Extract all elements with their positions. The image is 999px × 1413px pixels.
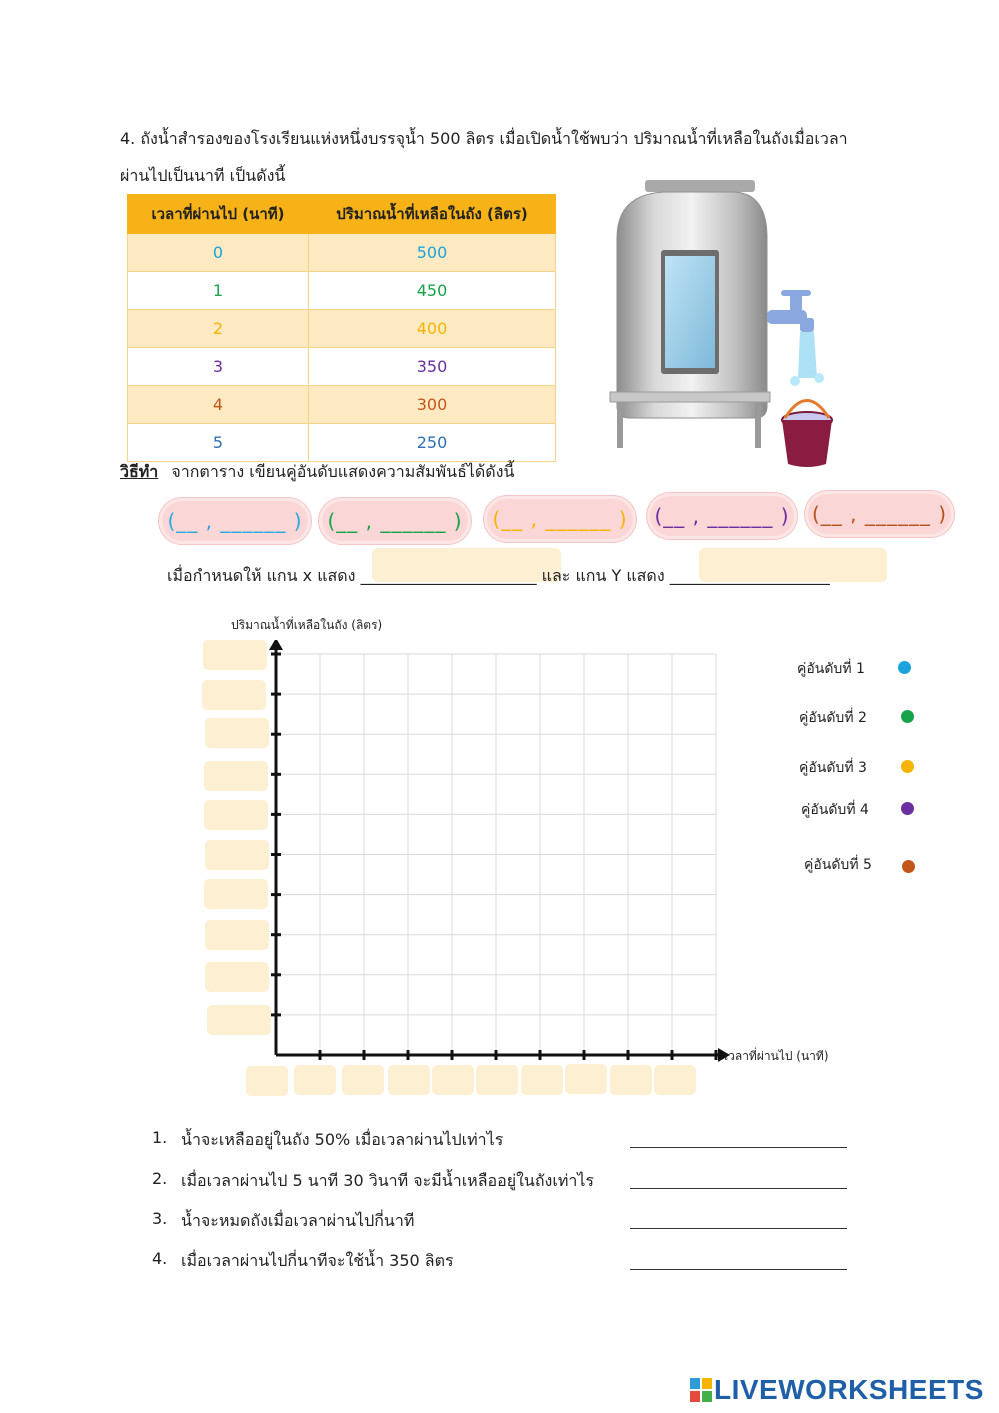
question-text-2: เมื่อเวลาผ่านไป 5 นาที 30 วินาที จะมีน้ำเหลืออยู่ในถังเท่าไร [181, 1171, 594, 1190]
x-tick-input[interactable] [476, 1065, 518, 1095]
y-tick-input[interactable] [204, 800, 268, 830]
question-line-1: 4. ถังน้ำสำรองของโรงเรียนแห่งหนึ่งบรรจุน้ำ 500 ลิตร เมื่อเปิดน้ำใช้พบว่า ปริมาณน้ำที่เหลือในถังเมื่อเวลา [120, 129, 848, 148]
question-number-3: 3. [152, 1209, 168, 1228]
y-tick-input[interactable] [205, 718, 269, 748]
amount-cell: 350 [309, 348, 556, 386]
axis-sentence-part1: เมื่อกำหนดให้ แกน x แสดง [167, 566, 356, 585]
table-row [128, 234, 556, 272]
coordinate-grid [262, 640, 732, 1070]
x-tick-input[interactable] [388, 1065, 430, 1095]
table-header-time: เวลาที่ผ่านไป (นาที) [128, 195, 309, 234]
amount-cell: 450 [309, 272, 556, 310]
method-line [120, 460, 514, 485]
x-tick-input[interactable] [610, 1065, 652, 1095]
question-text-1: น้ำจะเหลืออยู่ในถัง 50% เมื่อเวลาผ่านไปเท่าไร [181, 1130, 504, 1149]
question-line-2: ผ่านไปเป็นนาที เป็นดังนี้ [120, 166, 286, 185]
question-number-1: 1. [152, 1128, 168, 1147]
method-text: จากตาราง เขียนคู่อันดับแสดงความสัมพันธ์ได้ดังนี้ [171, 462, 515, 481]
amount-cell: 400 [309, 310, 556, 348]
time-cell: 0 [128, 234, 309, 272]
legend-label-1: คู่อันดับที่ 1 [797, 661, 865, 677]
x-axis-title: เวลาที่ผ่านไป (นาที) [724, 1049, 829, 1063]
x-tick-input[interactable] [565, 1064, 607, 1094]
time-cell: 4 [128, 386, 309, 424]
y-tick-input[interactable] [205, 962, 269, 992]
question-text-4: เมื่อเวลาผ่านไปกี่นาทีจะใช้น้ำ 350 ลิตร [181, 1251, 454, 1270]
ordered-pair-input-4[interactable]: (__ , ______ ) [650, 496, 794, 536]
question-number-2: 2. [152, 1169, 168, 1188]
axis-sentence-part2: และ แกน Y แสดง [541, 566, 665, 585]
x-tick-input[interactable] [294, 1065, 336, 1095]
y-tick-input[interactable] [204, 761, 268, 791]
legend-dot-4[interactable] [901, 802, 914, 815]
y-tick-input[interactable] [202, 680, 266, 710]
y-axis-title: ปริมาณน้ำที่เหลือในถัง (ลิตร) [231, 618, 383, 632]
x-tick-input[interactable] [342, 1065, 384, 1095]
time-cell: 1 [128, 272, 309, 310]
brand-name: LIVEWORKSHEETS [714, 1374, 984, 1405]
axis-sentence [167, 564, 830, 589]
time-cell: 3 [128, 348, 309, 386]
legend-dot-5[interactable] [902, 860, 915, 873]
axis-blank-1: ______________________ [360, 566, 537, 585]
legend-dot-3[interactable] [901, 760, 914, 773]
y-tick-input[interactable] [203, 640, 267, 670]
table-row [128, 424, 556, 462]
ordered-pair-input-5[interactable]: (__ , ______ ) [808, 494, 951, 534]
x-tick-input[interactable] [654, 1065, 696, 1095]
amount-cell: 250 [309, 424, 556, 462]
legend-dot-1[interactable] [898, 661, 911, 674]
legend-label-3: คู่อันดับที่ 3 [799, 760, 867, 776]
x-tick-input[interactable] [246, 1066, 288, 1096]
water-tank-illustration [605, 178, 840, 470]
amount-cell: 300 [309, 386, 556, 424]
table-row [128, 348, 556, 386]
legend-dot-2[interactable] [901, 710, 914, 723]
legend-label-5: คู่อันดับที่ 5 [804, 857, 872, 873]
ordered-pair-input-1[interactable]: (__ , ______ ) [162, 501, 308, 541]
question-text-3: น้ำจะหมดถังเมื่อเวลาผ่านไปกี่นาที [181, 1211, 415, 1230]
x-tick-input[interactable] [432, 1065, 474, 1095]
table-row [128, 310, 556, 348]
axis-blank-2: ____________________ [669, 566, 830, 585]
table-header-amount: ปริมาณน้ำที่เหลือในถัง (ลิตร) [309, 195, 556, 234]
method-label: วิธีทำ [120, 462, 159, 481]
table-row [128, 272, 556, 310]
answer-line-1[interactable] [630, 1146, 847, 1148]
y-tick-input[interactable] [205, 920, 269, 950]
y-axis-arrow [269, 640, 283, 650]
answer-line-2[interactable] [630, 1187, 847, 1189]
time-cell: 5 [128, 424, 309, 462]
ordered-pair-input-2[interactable]: (__ , ______ ) [322, 501, 468, 541]
ordered-pair-input-3[interactable]: (__ , ______ ) [487, 499, 633, 539]
answer-line-3[interactable] [630, 1227, 847, 1229]
data-table [127, 194, 556, 462]
x-tick-input[interactable] [521, 1065, 563, 1095]
y-tick-input[interactable] [207, 1005, 271, 1035]
question-number-4: 4. [152, 1249, 168, 1268]
legend-label-2: คู่อันดับที่ 2 [799, 710, 867, 726]
brand-logo-icon [690, 1378, 712, 1402]
answer-line-4[interactable] [630, 1268, 847, 1270]
y-tick-input[interactable] [204, 879, 268, 909]
y-tick-input[interactable] [205, 840, 269, 870]
time-cell: 2 [128, 310, 309, 348]
amount-cell: 500 [309, 234, 556, 272]
brand-logo [690, 1374, 984, 1406]
table-row [128, 386, 556, 424]
legend-label-4: คู่อันดับที่ 4 [801, 802, 869, 818]
